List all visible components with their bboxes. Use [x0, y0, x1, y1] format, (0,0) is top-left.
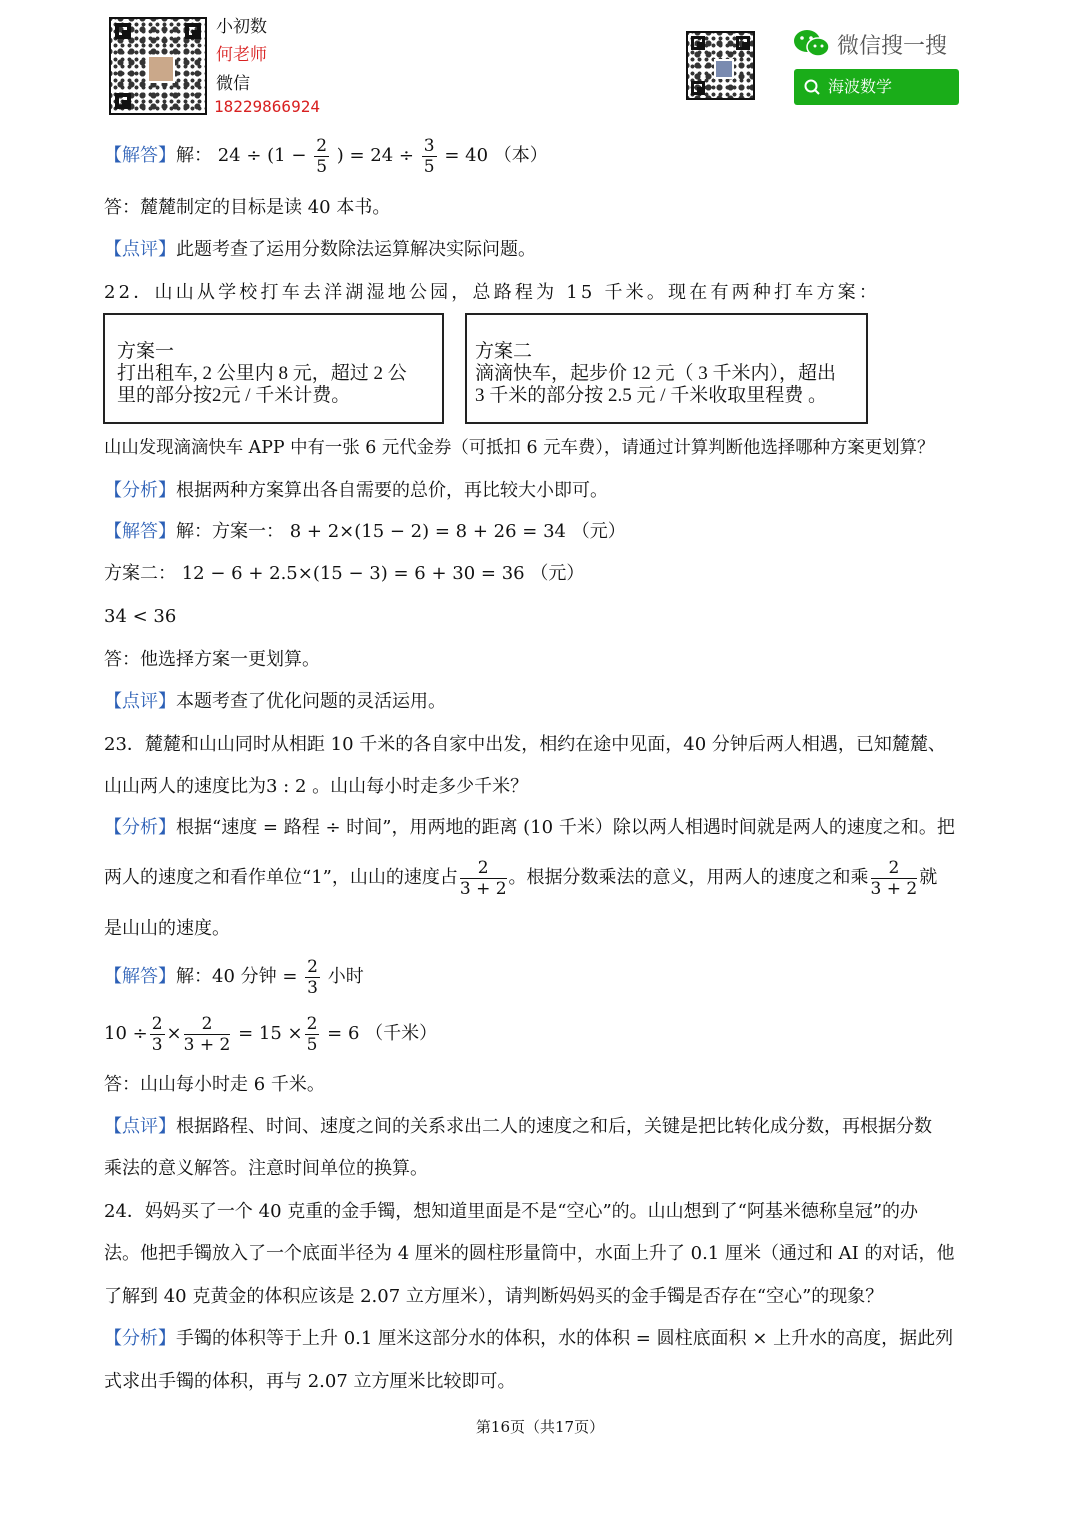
- q23-analysis-1: [104, 816, 955, 840]
- q22-answer-plan2: 方案二： 12 − 6 + 2.5×(15 − 3) = 6 + 30 = 36 （元）: [104, 563, 585, 584]
- q24-analysis-2: 式求出手镯的体积，再与 2.07 立方厘米比较即可。: [104, 1371, 516, 1392]
- q22-analysis: [104, 479, 608, 503]
- q24-stem-1: 24．妈妈买了一个 40 克重的金手镯，想知道里面是不是“空心”的。山山想到了“阿基米德称皇冠”的办: [104, 1201, 919, 1222]
- q21-conclusion: 答：麓麓制定的目标是读 40 本书。: [104, 197, 391, 218]
- fraction: $\frac{2}{5}$: [316, 135, 328, 177]
- plan-two-box: [465, 313, 868, 424]
- q23-answer: [104, 955, 364, 999]
- search-icon: [804, 79, 820, 95]
- formula-part: ) = 24 ÷: [336, 145, 415, 166]
- analysis-text: 根据两种方案算出各自需要的总价，再比较大小即可。: [176, 480, 608, 501]
- analysis-tag: 【分析】: [104, 817, 176, 838]
- formula-part: = 6 （千米）: [327, 1023, 438, 1044]
- answer-text: 解：40 分钟 =: [176, 966, 298, 987]
- qr-caption-phone: 18229866924: [214, 97, 320, 116]
- analysis-tag: 【分析】: [104, 1328, 176, 1349]
- answer-tag: 【解答】: [104, 521, 176, 542]
- qr-caption-3: 微信: [216, 74, 250, 94]
- review-text: 根据路程、时间、速度之间的关系求出二人的速度之和后，关键是把比转化成分数，再根据分数: [176, 1116, 932, 1137]
- q24-stem-2: 法。他把手镯放入了一个底面半径为 4 厘米的圆柱形量筒中，水面上升了 0.1 厘米（通过和 AI 的对话，他: [104, 1243, 955, 1264]
- fraction: $\frac{2}{3 + 2}$: [459, 857, 507, 899]
- fraction: $\frac{2}{3}$: [307, 956, 318, 998]
- q22-compare: 34 < 36: [104, 606, 177, 627]
- fraction: $\frac{2}{3}$: [151, 1013, 163, 1055]
- formula-part: 24 ÷ (1 −: [217, 145, 307, 166]
- answer-tag: 【解答】: [104, 966, 176, 987]
- answer-text: 小时: [327, 966, 364, 987]
- q23-analysis-2: [104, 856, 937, 900]
- q23-calc: [104, 1012, 437, 1056]
- plan-line: 打出租车, 2 公里内 8 元，超过 2 公: [117, 363, 407, 384]
- qr-caption-1: 小初数: [216, 17, 267, 37]
- qr-caption-2: 何老师: [216, 45, 267, 65]
- review-tag: 【点评】: [104, 1116, 176, 1137]
- q22-question: 山山发现滴滴快车 APP 中有一张 6 元代金券（可抵扣 6 元车费），请通过计算判断他选择哪种方案更划算？: [104, 438, 935, 458]
- fraction: $\frac{2}{3 + 2}$: [870, 857, 918, 899]
- q24-analysis-1: [104, 1327, 953, 1351]
- plan-one-box: [103, 313, 444, 424]
- q23-review-1: [104, 1115, 932, 1139]
- q23-stem-2: 山山两人的速度比为3 : 2 。山山每小时走多少千米？: [104, 776, 529, 797]
- answer-text: 解：方案一： 8 + 2×(15 − 2) = 8 + 26 = 34 （元）: [176, 521, 626, 542]
- analysis-tag: 【分析】: [104, 480, 176, 501]
- analysis-text: 就: [919, 867, 938, 888]
- q23-analysis-3: 是山山的速度。: [104, 918, 230, 939]
- plan-title: 方案二: [475, 341, 533, 362]
- q22-stem: 22．山山从学校打车去洋湖湿地公园，总路程为 15 千米。现在有两种打车方案：: [104, 282, 881, 303]
- plan-line: 3 千米的部分按 2.5 元 / 千米收取里程费 。: [475, 385, 828, 406]
- formula-part: 10 ÷: [104, 1023, 148, 1044]
- answer-label: 解：: [176, 145, 212, 166]
- wechat-search-box[interactable]: [794, 69, 959, 105]
- q21-review: [104, 238, 536, 262]
- wechat-search-title: 微信搜一搜: [837, 34, 948, 59]
- analysis-text: 两人的速度之和看作单位“1”，山山的速度占: [104, 867, 458, 888]
- q22-conclusion: 答：他选择方案一更划算。: [104, 649, 320, 670]
- review-tag: 【点评】: [104, 239, 176, 260]
- fraction: $\frac{2}{5}$: [306, 1013, 318, 1055]
- q23-conclusion: 答：山山每小时走 6 千米。: [104, 1074, 325, 1095]
- q23-stem-1: 23．麓麓和山山同时从相距 10 千米的各自家中出发，相约在途中见面，40 分钟后两人相遇，已知麓麓、: [104, 734, 946, 755]
- analysis-text: 根据“速度 = 路程 ÷ 时间”，用两地的距离 (10 千米）除以两人相遇时间就是两人的速度之和。把: [176, 817, 955, 838]
- answer-tag: 【解答】: [104, 145, 176, 166]
- analysis-text: 。根据分数乘法的意义，用两人的速度之和乘: [508, 867, 869, 888]
- wechat-qr-code: [109, 17, 207, 115]
- fraction: $\frac{3}{5}$: [423, 135, 435, 177]
- review-text: 本题考查了优化问题的灵活运用。: [176, 691, 446, 712]
- fraction: $\frac{2}{3 + 2}$: [183, 1013, 231, 1055]
- formula-part: = 15 ×: [238, 1023, 303, 1044]
- q24-stem-3: 了解到 40 克黄金的体积应该是 2.07 立方厘米），请判断妈妈买的金手镯是否存在“空心”的现象？: [104, 1286, 884, 1307]
- review-text: 此题考查了运用分数除法运算解决实际问题。: [176, 239, 536, 260]
- page-number: 第16页（共17页）: [475, 1418, 605, 1436]
- wechat-search-query: 海波数学: [828, 77, 893, 96]
- plan-line: 滴滴快车，起步价 12 元（ 3 千米内），超出: [475, 363, 837, 384]
- search-qr-code: [686, 31, 755, 100]
- formula-part: = 40 （本）: [444, 145, 548, 166]
- q22-review: [104, 690, 446, 714]
- plan-line: 里的部分按2元 / 千米计费。: [117, 385, 351, 406]
- analysis-text: 手镯的体积等于上升 0.1 厘米这部分水的体积，水的体积 = 圆柱底面积 × 上升水的高度，据此列: [176, 1328, 954, 1349]
- review-tag: 【点评】: [104, 691, 176, 712]
- q21-answer: [104, 134, 548, 178]
- formula-part: ×: [166, 1023, 182, 1044]
- q22-answer: [104, 520, 626, 544]
- q23-review-2: 乘法的意义解答。注意时间单位的换算。: [104, 1158, 428, 1179]
- wechat-logo-icon: [792, 28, 832, 60]
- plan-title: 方案一: [117, 341, 175, 362]
